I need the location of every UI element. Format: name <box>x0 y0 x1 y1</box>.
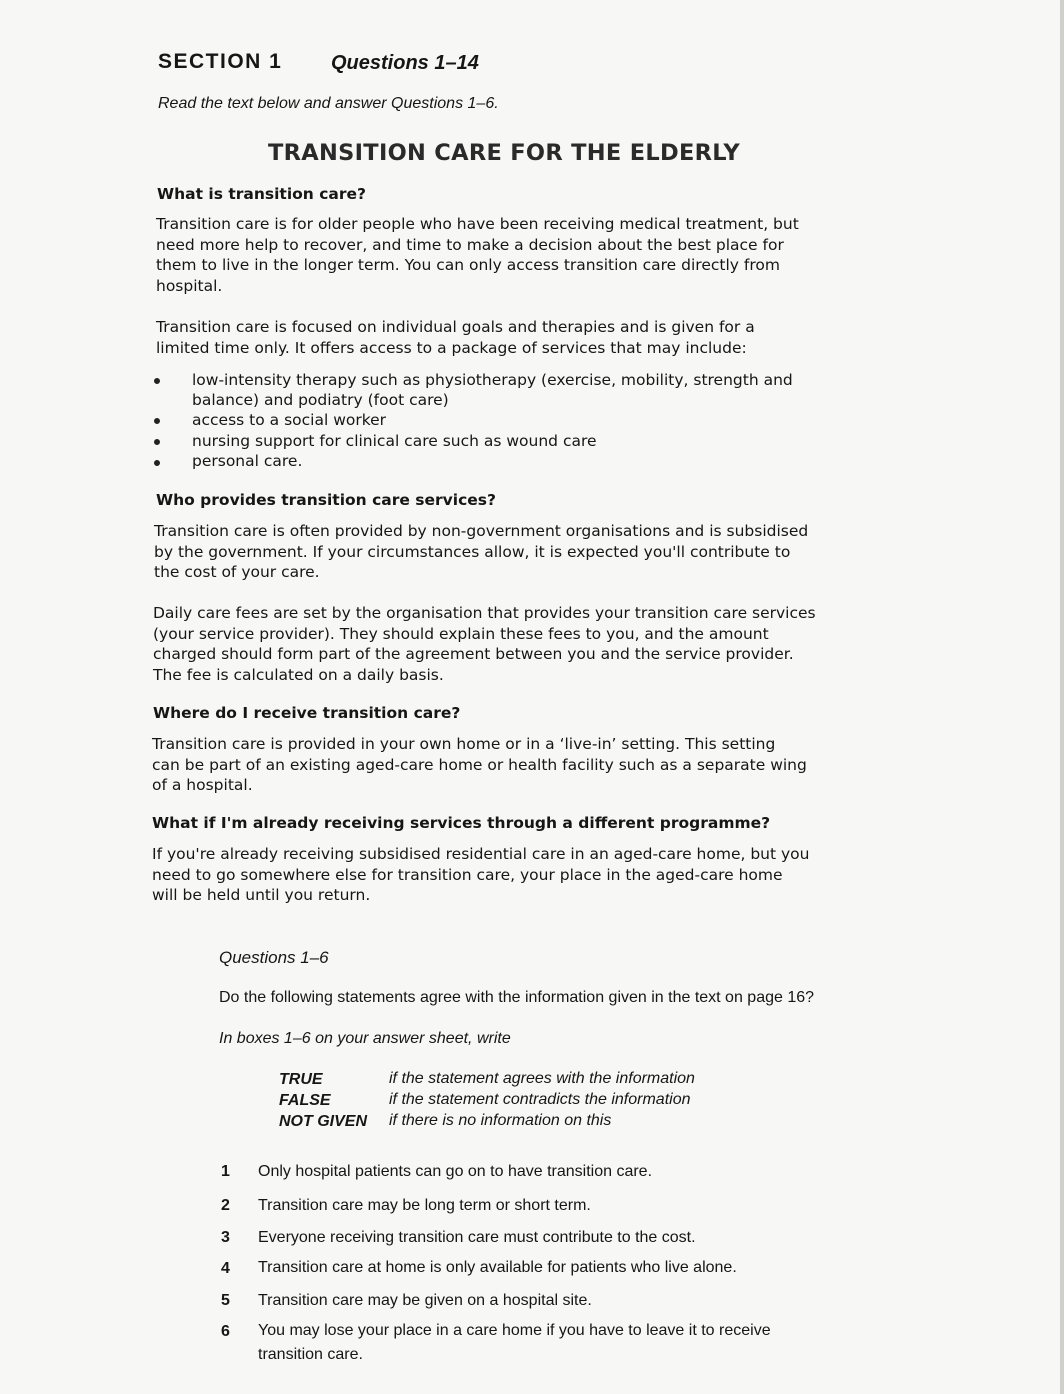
text-line: need to go somewhere else for transition care, your place in the aged-care home <box>152 865 783 884</box>
text-line: of a hospital. <box>152 776 253 794</box>
text-line: (your service provider). They should explain these fees to you, and the amount <box>153 624 769 643</box>
questions-range: Questions 1–14 <box>331 52 479 74</box>
question-number: 3 <box>221 1229 230 1246</box>
text-line: need more help to recover, and time to make a decision about the best place for <box>156 235 784 254</box>
paragraph <box>154 521 808 583</box>
list-item: low-intensity therapy such as physiotherapy (exercise, mobility, strength and <box>192 371 793 389</box>
key-term-not-given: NOT GIVEN <box>279 1113 368 1130</box>
text-line: will be held until you return. <box>152 886 371 904</box>
key-term-true: TRUE <box>279 1071 323 1088</box>
section-label: SECTION 1 <box>158 50 283 73</box>
text-line: charged should form part of the agreement between you and the service provider. <box>153 645 794 663</box>
key-meaning: if the statement agrees with the information <box>389 1070 695 1087</box>
text-line: hospital. <box>156 276 223 295</box>
paragraph <box>152 734 807 796</box>
key-meaning: if there is no information on this <box>389 1112 612 1129</box>
paragraph <box>156 317 755 358</box>
bullet-icon <box>154 378 160 384</box>
heading-what-is: What is transition care? <box>157 185 367 203</box>
text-line: them to live in the longer term. You can only access transition care directly from <box>156 256 780 274</box>
list-item: personal care. <box>192 452 303 470</box>
key-term-false: FALSE <box>279 1092 331 1109</box>
question-text-continued: transition care. <box>258 1346 363 1363</box>
text-line: by the government. If your circumstances allow, it is expected you'll contribute to <box>154 542 791 561</box>
intro-instruction: Read the text below and answer Questions 1–6. <box>158 95 499 112</box>
text-line: Transition care is focused on individual goals and therapies and is given for a <box>156 318 755 336</box>
text-line: Daily care fees are set by the organisation that provides your transition care services <box>153 604 816 622</box>
text-line: If you're already receiving subsidised residential care in an aged-care home, but you <box>152 845 810 863</box>
heading-different-programme: What if I'm already receiving services through a different programme? <box>152 814 771 832</box>
question-number: 1 <box>221 1163 230 1180</box>
question-text: Transition care may be given on a hospital site. <box>258 1292 592 1309</box>
list-item: access to a social worker <box>192 411 387 429</box>
question-number: 2 <box>221 1197 230 1214</box>
question-text: Transition care at home is only available for patients who live alone. <box>258 1259 737 1276</box>
text-line: can be part of an existing aged-care home or health facility such as a separate wing <box>152 755 807 774</box>
heading-who-provides: Who provides transition care services? <box>156 491 497 509</box>
question-text: Transition care may be long term or short term. <box>258 1197 591 1214</box>
article-title: TRANSITION CARE FOR THE ELDERLY <box>268 140 740 166</box>
bullet-icon <box>154 418 160 424</box>
question-number: 4 <box>221 1260 230 1277</box>
answer-boxes-instruction: In boxes 1–6 on your answer sheet, write <box>219 1030 511 1047</box>
key-meaning: if the statement contradicts the information <box>389 1091 691 1108</box>
text-line: the cost of your care. <box>154 563 320 581</box>
text-line: Transition care is provided in your own home or in a ‘live-in’ setting. This setting <box>152 735 776 753</box>
text-line: limited time only. It offers access to a package of services that may include: <box>156 338 747 357</box>
question-text: Only hospital patients can go on to have transition care. <box>258 1163 653 1180</box>
list-item: nursing support for clinical care such as wound care <box>192 432 597 450</box>
question-text: You may lose your place in a care home if you have to leave it to receive <box>258 1322 771 1339</box>
bullet-icon <box>154 439 160 445</box>
list-item-continued: balance) and podiatry (foot care) <box>192 391 449 409</box>
bullet-icon <box>154 460 160 466</box>
heading-where: Where do I receive transition care? <box>153 704 461 722</box>
questions-heading: Questions 1–6 <box>219 948 329 967</box>
question-number: 5 <box>221 1292 230 1309</box>
question-text: Everyone receiving transition care must contribute to the cost. <box>258 1229 696 1246</box>
text-line: Transition care is for older people who have been receiving medical treatment, but <box>156 215 799 233</box>
paragraph <box>153 603 816 685</box>
question-number: 6 <box>221 1323 230 1340</box>
text-line: The fee is calculated on a daily basis. <box>153 665 444 684</box>
paragraph <box>156 214 799 296</box>
text-line: Transition care is often provided by non-government organisations and is subsidised <box>154 522 809 540</box>
page-edge <box>1060 0 1064 1394</box>
paragraph <box>152 844 810 906</box>
questions-instruction: Do the following statements agree with the information given in the text on page 16? <box>219 989 815 1006</box>
